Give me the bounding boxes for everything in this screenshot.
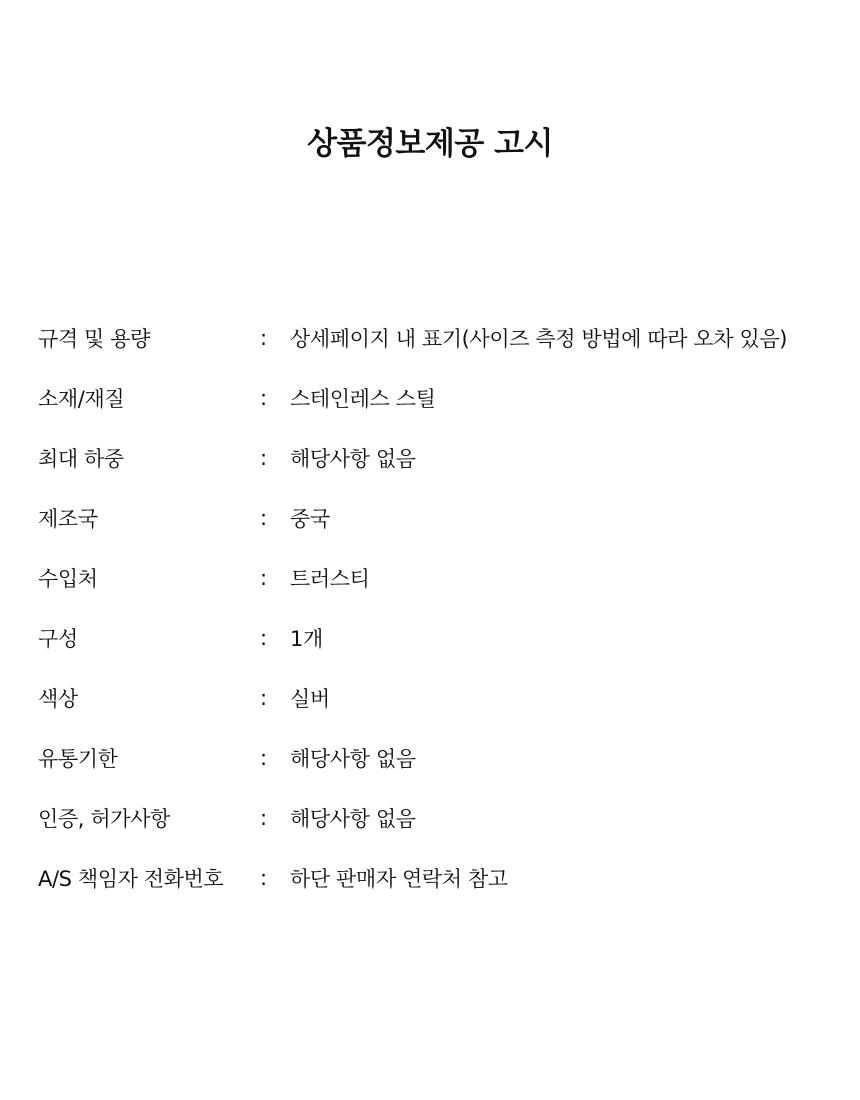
info-label: 색상 [38, 687, 78, 711]
info-separator: : [260, 866, 267, 890]
info-row-importer [38, 548, 854, 608]
info-value: 스테인레스 스틸 [290, 387, 436, 411]
info-row-material [38, 368, 854, 428]
info-separator: : [260, 686, 267, 710]
page-title: 상품정보제공 고시 [307, 126, 553, 162]
info-label: A/S 책임자 전화번호 [38, 867, 224, 891]
info-separator: : [260, 566, 267, 590]
info-label: 수입처 [38, 567, 98, 591]
info-label: 유통기한 [38, 747, 118, 771]
info-row-origin [38, 488, 854, 548]
info-separator: : [260, 386, 267, 410]
info-value: 해당사항 없음 [290, 747, 416, 771]
info-label: 제조국 [38, 507, 98, 531]
info-separator: : [260, 746, 267, 770]
info-value: 실버 [290, 687, 330, 711]
info-separator: : [260, 506, 267, 530]
info-label: 구성 [38, 627, 78, 651]
info-row-composition [38, 608, 854, 668]
info-label: 최대 하중 [38, 447, 124, 471]
info-value: 1개 [290, 627, 323, 651]
info-value: 중국 [290, 507, 330, 531]
info-value: 트러스티 [290, 567, 370, 591]
info-separator: : [260, 626, 267, 650]
info-row-certification [38, 788, 854, 848]
info-separator: : [260, 446, 267, 470]
info-row-size [38, 308, 854, 368]
info-separator: : [260, 326, 267, 350]
info-row-color [38, 668, 854, 728]
info-separator: : [260, 806, 267, 830]
info-label: 인증, 허가사항 [38, 807, 170, 831]
info-label: 소재/재질 [38, 387, 125, 411]
info-row-expiry [38, 728, 854, 788]
info-label: 규격 및 용량 [38, 327, 150, 351]
info-row-max-load [38, 428, 854, 488]
product-info-list [38, 308, 854, 908]
info-value: 해당사항 없음 [290, 447, 416, 471]
info-value: 상세페이지 내 표기(사이즈 측정 방법에 따라 오차 있음) [290, 327, 788, 351]
info-row-as-contact [38, 848, 854, 908]
info-value: 하단 판매자 연락처 참고 [290, 867, 508, 891]
info-value: 해당사항 없음 [290, 807, 416, 831]
